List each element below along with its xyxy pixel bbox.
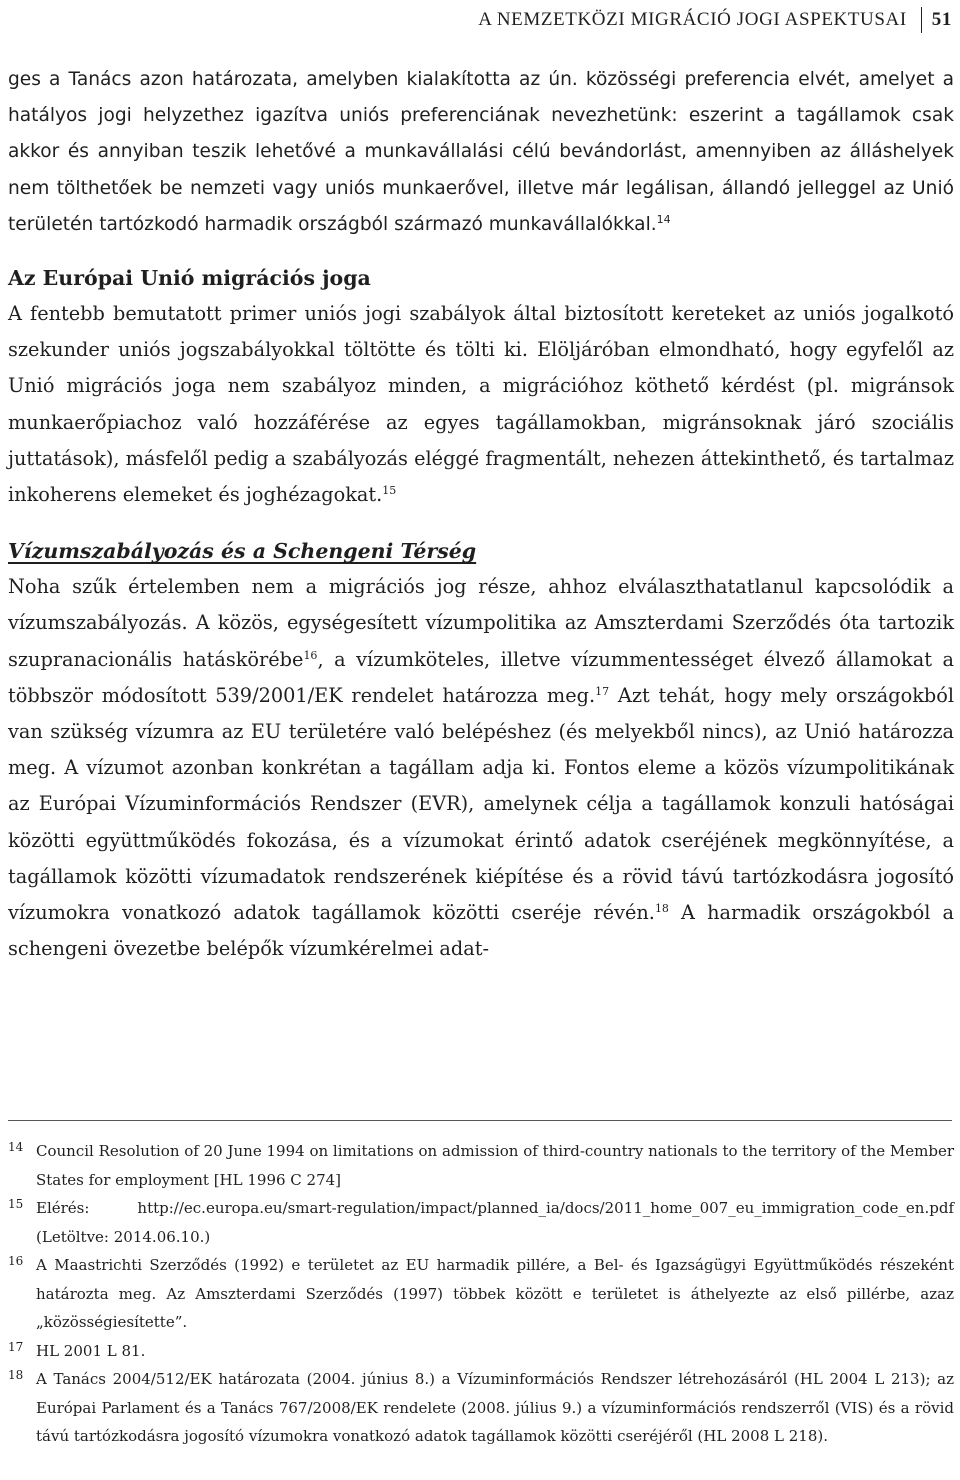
running-header — [478, 2, 952, 38]
paragraph-intro-text: ges a Tanács azon határozata, amelyben kialakította az ún. közösségi preferencia elvét, amelyet a hatályos jogi helyzethez igazítva uniós preferenciának nevezhetünk: eszerint a tagállamok csak akkor és annyiban teszik lehetővé a munkavállalási célú bevándorlást, amennyiben az álláshelyek nem tölthetőek be nemzeti vagy uniós munkaerővel, illetve már legálisan, állandó jelleggel az Unió területén tartózkodó harmadik országból származó munkavállalókkal. — [8, 69, 954, 235]
footnote-17 — [8, 1337, 954, 1366]
footnote-text: Elérés: http://ec.europa.eu/smart-regulation/impact/planned_ia/docs/2011_home_007_eu_immigration_code_en.pdf (Letöltve: 2014.06.10.) — [36, 1199, 954, 1246]
subsection-heading: Vízumszabályozás és a Schengeni Térség — [8, 539, 477, 564]
running-title: A NEMZETKÖZI MIGRÁCIÓ JOGI ASPEKTUSAI — [478, 9, 907, 30]
section-paragraph-text: A fentebb bemutatott primer uniós jogi szabályok által biztosított kereteket az uniós jogalkotó szekunder uniós jogszabályokkal töltötte és tölti ki. Elöljáróban elmondható, hogy egyfelől az Unió migrációs joga nem szabályoz minden, a migrációhoz köthető kérdést (pl. migránsok munkaerőpiachoz való hozzáférése az egyes tagállamokban, migránsoknak járó szociális juttatások), másfelől pedig a szabályozás eléggé fragmentált, nehezen áttekinthető, és tartalmaz inkoherens elemeket és joghézagokat. — [8, 302, 954, 507]
footnote-number: 17 — [8, 1339, 24, 1354]
footnote-text: A Tanács 2004/512/EK határozata (2004. június 8.) a Vízuminformációs Rendszer létrehozásáról (HL 2004 L 213); az Európai Parlament és a Tanács 767/2008/EK rendelete (2008. július 9.) a vízuminformációs rendszerről (VIS) és a rövid távú tartózkodásra jogosító vízumokra vonatkozó adatok tagállamok közötti cseréjéről (HL 2008 L 218). — [36, 1370, 954, 1445]
visa-text-c: Azt tehát, hogy mely országokból van szükség vízumra az EU területére való belépéshez (és melyekből nincs), az Unió határozza meg. A vízumot azonban konkrétan a tagállam adja ki. Fontos eleme a közös vízumpolitikának az Európai Vízuminformációs Rendszer (EVR), amelynek célja a tagállamok konzuli hatóságai közötti együttműködés fokozása, és a vízumokat érintő adatok cseréjének megkönnyítése, a tagállamok közötti vízumadatok rendszerének kiépítése és a rövid távú tartózkodásra jogosító vízumokra vonatkozó adatok tagállamok közötti cseréje révén. — [8, 683, 954, 925]
visa-text-a: Noha szűk értelemben nem a migrációs jog része, ahhoz elválaszthatatlanul kapcsolódik a vízumszabályozás. A közös, egységesített vízumpolitika az Amszterdami Szerződés óta tartozik szupranacionális hatáskörébe — [8, 575, 954, 671]
footnote-16 — [8, 1251, 954, 1337]
visa-text-b: , a vízumköteles, illetve vízummentességet élvező államokat a többször módosított 539/2001/EK rendelet határozza meg. — [8, 647, 954, 707]
section-paragraph — [8, 296, 954, 513]
footnote-number: 18 — [8, 1368, 24, 1382]
section-visa-schengen — [8, 533, 954, 967]
header-divider — [921, 7, 922, 33]
section-heading: Az Európai Unió migrációs joga — [8, 266, 371, 291]
footnote-ref-17[interactable]: 17 — [595, 684, 610, 698]
footnote-number: 15 — [8, 1197, 24, 1211]
footnote-text: A Maastrichti Szerződés (1992) e területet az EU harmadik pillére, a Bel- és Igazságügyi Együttműködés részeként határozta meg. Az Amszterdami Szerződés (1997) többek között e területet is áthelyezte az első pillérbe, azaz „közösségiesítette”. — [36, 1256, 954, 1331]
footnotes — [8, 1137, 954, 1451]
footnote-15 — [8, 1194, 954, 1251]
main-text — [8, 62, 954, 967]
footnote-ref-16[interactable]: 16 — [303, 648, 318, 662]
footnote-text: HL 2001 L 81. — [36, 1341, 146, 1360]
footnote-number: 16 — [8, 1254, 24, 1268]
footnote-ref-15[interactable]: 15 — [382, 484, 397, 498]
visa-text-d: A harmadik országokból a schengeni övezetbe belépők vízumkérelmei adat- — [8, 901, 954, 961]
paragraph-intro — [8, 62, 954, 243]
section-eu-migration-law — [8, 260, 954, 513]
footnote-text: Council Resolution of 20 June 1994 on limitations on admission of third-country nationals to the territory of the Member States for employment [HL 1996 C 274] — [36, 1142, 954, 1189]
footnote-14 — [8, 1137, 954, 1194]
footnote-number: 14 — [8, 1140, 24, 1154]
visa-paragraph — [8, 569, 954, 967]
footnote-18 — [8, 1365, 954, 1451]
page-number: 51 — [931, 9, 952, 30]
footnote-ref-14[interactable]: 14 — [656, 212, 671, 226]
footnote-ref-18[interactable]: 18 — [654, 902, 669, 916]
footnote-separator — [8, 1120, 952, 1121]
